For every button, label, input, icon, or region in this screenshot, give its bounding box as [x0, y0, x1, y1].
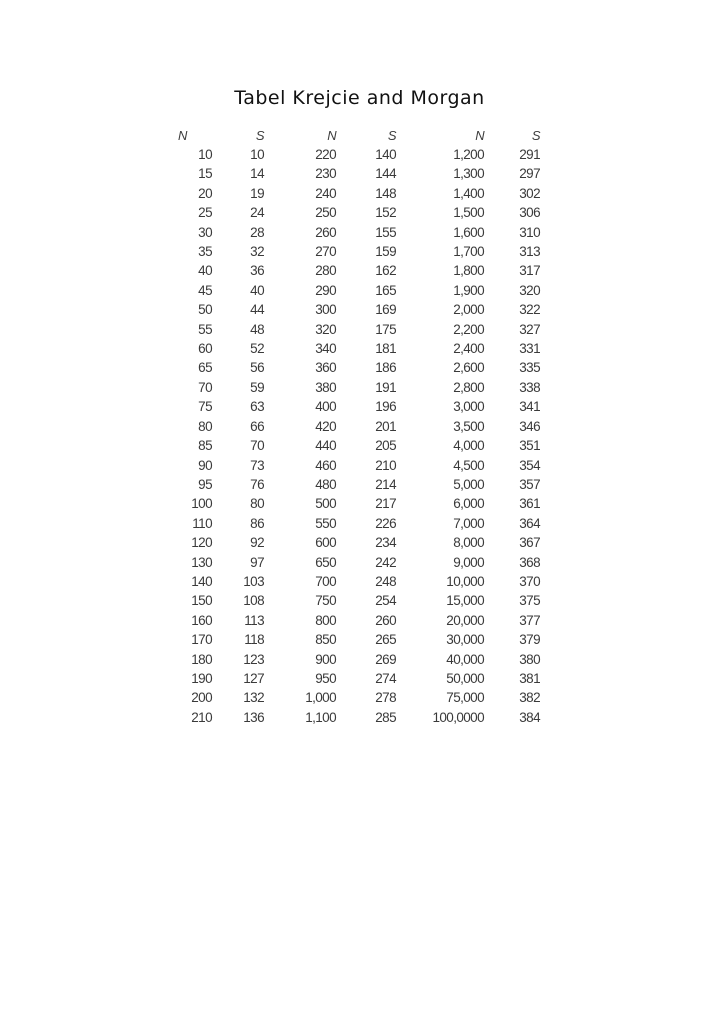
table-row	[178, 475, 540, 494]
cell-population-3: 1,700	[453, 244, 484, 260]
cell-sample-2: 152	[375, 205, 396, 221]
cell-sample-2: 148	[375, 185, 396, 201]
cell-population-3: 1,600	[453, 224, 484, 240]
cell-sample-3: 379	[519, 632, 540, 648]
cell-population-2: 280	[315, 263, 336, 279]
cell-population-3: 1,500	[453, 205, 484, 221]
cell-sample-1: 118	[244, 632, 264, 648]
cell-sample-1: 44	[250, 302, 264, 318]
cell-population-2: 380	[315, 379, 336, 395]
krejcie-morgan-table	[178, 127, 540, 733]
table-row	[178, 300, 540, 319]
cell-population-1: 10	[198, 147, 212, 162]
cell-sample-2: 265	[375, 632, 396, 648]
cell-sample-1: 136	[243, 709, 264, 725]
cell-population-1: 45	[198, 282, 212, 298]
cell-sample-3: 364	[519, 515, 540, 531]
cell-population-1: 95	[198, 476, 212, 492]
cell-sample-3: 381	[519, 670, 540, 686]
header-population-3: N	[475, 128, 484, 143]
table-row	[178, 320, 540, 339]
cell-sample-2: 254	[375, 593, 396, 609]
cell-population-2: 480	[315, 476, 336, 492]
table-row	[178, 358, 540, 377]
table-row	[178, 611, 540, 630]
cell-sample-3: 306	[519, 205, 540, 221]
cell-sample-1: 127	[243, 670, 264, 686]
table-row	[178, 572, 540, 591]
cell-sample-1: 73	[250, 457, 264, 473]
cell-sample-1: 52	[250, 341, 264, 357]
cell-population-3: 4,000	[453, 438, 484, 454]
table-row	[178, 591, 540, 610]
table-row	[178, 203, 540, 222]
cell-population-2: 320	[315, 321, 336, 337]
cell-population-2: 400	[315, 399, 336, 415]
cell-population-3: 3,500	[453, 418, 484, 434]
cell-population-3: 50,000	[446, 670, 484, 686]
cell-sample-3: 361	[519, 496, 540, 512]
cell-sample-1: 123	[243, 651, 264, 667]
cell-sample-3: 375	[519, 593, 540, 609]
cell-sample-1: 63	[250, 399, 264, 415]
cell-sample-1: 132	[243, 690, 264, 706]
cell-population-1: 65	[198, 360, 212, 376]
cell-population-2: 270	[315, 244, 336, 260]
cell-sample-3: 346	[519, 418, 540, 434]
cell-sample-2: 260	[375, 612, 396, 628]
cell-sample-1: 40	[250, 282, 264, 298]
table-row	[178, 708, 540, 727]
cell-population-2: 600	[315, 535, 336, 551]
cell-sample-2: 269	[375, 651, 396, 667]
cell-population-3: 1,900	[453, 282, 484, 298]
cell-sample-2: 226	[375, 515, 396, 531]
cell-population-3: 100,0000	[432, 709, 484, 725]
cell-population-2: 550	[315, 515, 336, 531]
cell-population-3: 10,000	[446, 573, 484, 589]
cell-sample-1: 56	[250, 360, 264, 376]
cell-sample-3: 341	[519, 399, 540, 415]
cell-population-2: 260	[315, 224, 336, 240]
cell-sample-3: 370	[519, 573, 540, 589]
cell-sample-1: 113	[244, 612, 264, 628]
cell-sample-3: 297	[519, 166, 540, 182]
cell-population-1: 130	[191, 554, 212, 570]
table-row	[178, 164, 540, 183]
cell-sample-2: 175	[375, 321, 396, 337]
cell-sample-2: 278	[375, 690, 396, 706]
cell-population-1: 20	[198, 185, 212, 201]
header-population-1: N	[178, 128, 187, 143]
cell-sample-3: 310	[519, 224, 540, 240]
cell-sample-3: 368	[519, 554, 540, 570]
cell-sample-2: 234	[375, 535, 396, 551]
cell-sample-1: 70	[250, 438, 264, 454]
table-row	[178, 514, 540, 533]
cell-sample-2: 144	[375, 166, 396, 182]
cell-sample-2: 285	[375, 709, 396, 725]
cell-sample-2: 214	[375, 476, 396, 492]
table-row	[178, 378, 540, 397]
cell-population-1: 190	[191, 670, 212, 686]
table-row	[178, 397, 540, 416]
cell-sample-1: 103	[243, 573, 264, 589]
cell-population-3: 9,000	[453, 554, 484, 570]
cell-sample-2: 159	[375, 244, 396, 260]
cell-population-1: 80	[198, 418, 212, 434]
table-row	[178, 417, 540, 436]
cell-sample-3: 302	[519, 185, 540, 201]
cell-population-3: 15,000	[446, 593, 484, 609]
cell-population-1: 100	[191, 496, 212, 512]
cell-sample-1: 10	[250, 147, 264, 162]
cell-sample-3: 317	[519, 263, 540, 279]
cell-sample-1: 24	[250, 205, 264, 221]
cell-sample-3: 320	[519, 282, 540, 298]
cell-population-2: 240	[315, 185, 336, 201]
cell-population-3: 2,400	[453, 341, 484, 357]
header-population-2: N	[327, 128, 336, 143]
cell-population-2: 800	[315, 612, 336, 628]
cell-sample-1: 86	[250, 515, 264, 531]
cell-population-1: 170	[191, 632, 212, 648]
table-row	[178, 669, 540, 688]
cell-population-3: 1,300	[453, 166, 484, 182]
cell-sample-3: 335	[519, 360, 540, 376]
table-row	[178, 339, 540, 358]
page-title: Tabel Krejcie and Morgan	[234, 87, 485, 109]
cell-population-1: 40	[198, 263, 212, 279]
cell-population-3: 5,000	[453, 476, 484, 492]
cell-population-2: 1,000	[305, 690, 336, 706]
cell-sample-3: 354	[519, 457, 540, 473]
cell-population-1: 30	[198, 224, 212, 240]
cell-sample-1: 32	[250, 244, 264, 260]
header-sample-3: S	[531, 128, 540, 143]
cell-population-2: 950	[315, 670, 336, 686]
cell-sample-3: 351	[519, 438, 540, 454]
cell-population-1: 150	[191, 593, 212, 609]
cell-sample-2: 217	[375, 496, 396, 512]
cell-sample-3: 382	[519, 690, 540, 706]
cell-sample-2: 201	[375, 418, 396, 434]
cell-population-2: 290	[315, 282, 336, 298]
cell-population-2: 750	[315, 593, 336, 609]
cell-population-3: 75,000	[446, 690, 484, 706]
table-row	[178, 688, 540, 707]
cell-population-1: 60	[198, 341, 212, 357]
cell-population-2: 700	[315, 573, 336, 589]
cell-population-2: 420	[315, 418, 336, 434]
cell-population-3: 6,000	[453, 496, 484, 512]
cell-population-3: 40,000	[446, 651, 484, 667]
cell-population-2: 900	[315, 651, 336, 667]
cell-sample-3: 377	[519, 612, 540, 628]
cell-sample-2: 162	[375, 263, 396, 279]
cell-population-3: 4,500	[453, 457, 484, 473]
cell-population-3: 1,200	[453, 147, 484, 162]
cell-population-2: 230	[315, 166, 336, 182]
sample-size-table	[178, 127, 540, 727]
cell-population-3: 30,000	[446, 632, 484, 648]
cell-population-1: 55	[198, 321, 212, 337]
cell-sample-3: 331	[519, 341, 540, 357]
cell-population-2: 340	[315, 341, 336, 357]
cell-sample-2: 181	[375, 341, 396, 357]
cell-population-1: 50	[198, 302, 212, 318]
cell-sample-1: 19	[250, 185, 264, 201]
cell-population-2: 650	[315, 554, 336, 570]
cell-population-1: 25	[198, 205, 212, 221]
cell-sample-2: 169	[375, 302, 396, 318]
cell-population-2: 250	[315, 205, 336, 221]
table-row	[178, 553, 540, 572]
cell-population-3: 7,000	[453, 515, 484, 531]
table-header-row	[178, 127, 540, 145]
header-sample-2: S	[387, 128, 396, 143]
cell-population-1: 210	[191, 709, 212, 725]
cell-sample-1: 76	[250, 476, 264, 492]
cell-population-3: 1,400	[453, 185, 484, 201]
table-row	[178, 533, 540, 552]
cell-sample-3: 380	[519, 651, 540, 667]
cell-population-2: 850	[315, 632, 336, 648]
cell-sample-2: 210	[375, 457, 396, 473]
cell-population-1: 35	[198, 244, 212, 260]
cell-population-1: 110	[192, 515, 212, 531]
cell-sample-3: 322	[519, 302, 540, 318]
cell-population-3: 1,800	[453, 263, 484, 279]
cell-population-2: 1,100	[305, 709, 336, 725]
cell-sample-2: 186	[375, 360, 396, 376]
cell-sample-1: 80	[250, 496, 264, 512]
cell-sample-2: 274	[375, 670, 396, 686]
table-row	[178, 650, 540, 669]
table-row	[178, 281, 540, 300]
cell-sample-1: 36	[250, 263, 264, 279]
cell-population-2: 440	[315, 438, 336, 454]
cell-sample-3: 357	[519, 476, 540, 492]
cell-sample-2: 248	[375, 573, 396, 589]
cell-sample-1: 97	[250, 554, 264, 570]
cell-sample-3: 313	[519, 244, 540, 260]
cell-population-1: 120	[191, 535, 212, 551]
table-row	[178, 261, 540, 280]
cell-population-1: 180	[191, 651, 212, 667]
cell-sample-2: 191	[375, 379, 396, 395]
cell-sample-2: 155	[375, 224, 396, 240]
cell-population-1: 90	[198, 457, 212, 473]
cell-sample-1: 66	[250, 418, 264, 434]
cell-population-1: 85	[198, 438, 212, 454]
table-row	[178, 184, 540, 203]
cell-sample-2: 242	[375, 554, 396, 570]
cell-sample-3: 384	[519, 709, 540, 725]
table-row	[178, 242, 540, 261]
cell-sample-2: 196	[375, 399, 396, 415]
table-row	[178, 630, 540, 649]
cell-sample-1: 28	[250, 224, 264, 240]
cell-sample-2: 165	[375, 282, 396, 298]
header-sample-1: S	[255, 128, 264, 143]
cell-sample-1: 59	[250, 379, 264, 395]
cell-population-3: 2,000	[453, 302, 484, 318]
table-row	[178, 456, 540, 475]
table-row	[178, 494, 540, 513]
cell-population-2: 360	[315, 360, 336, 376]
table-row	[178, 436, 540, 455]
cell-population-1: 160	[191, 612, 212, 628]
cell-sample-1: 92	[250, 535, 264, 551]
cell-population-3: 2,200	[453, 321, 484, 337]
cell-population-3: 3,000	[453, 399, 484, 415]
cell-sample-3: 291	[519, 147, 540, 162]
cell-sample-1: 14	[250, 166, 264, 182]
cell-population-3: 2,600	[453, 360, 484, 376]
cell-sample-1: 48	[250, 321, 264, 337]
cell-sample-3: 338	[519, 379, 540, 395]
table-body	[178, 145, 540, 727]
cell-sample-2: 140	[375, 147, 396, 162]
cell-population-1: 75	[198, 399, 212, 415]
cell-sample-3: 327	[519, 321, 540, 337]
cell-population-2: 300	[315, 302, 336, 318]
cell-population-1: 15	[198, 166, 212, 182]
cell-population-2: 220	[315, 147, 336, 162]
cell-population-3: 8,000	[453, 535, 484, 551]
cell-population-2: 500	[315, 496, 336, 512]
cell-sample-2: 205	[375, 438, 396, 454]
cell-sample-3: 367	[519, 535, 540, 551]
cell-sample-1: 108	[243, 593, 264, 609]
cell-population-3: 20,000	[446, 612, 484, 628]
table-row	[178, 223, 540, 242]
cell-population-2: 460	[315, 457, 336, 473]
cell-population-1: 200	[191, 690, 212, 706]
cell-population-1: 70	[198, 379, 212, 395]
cell-population-1: 140	[191, 573, 212, 589]
cell-population-3: 2,800	[453, 379, 484, 395]
table-row	[178, 145, 540, 164]
